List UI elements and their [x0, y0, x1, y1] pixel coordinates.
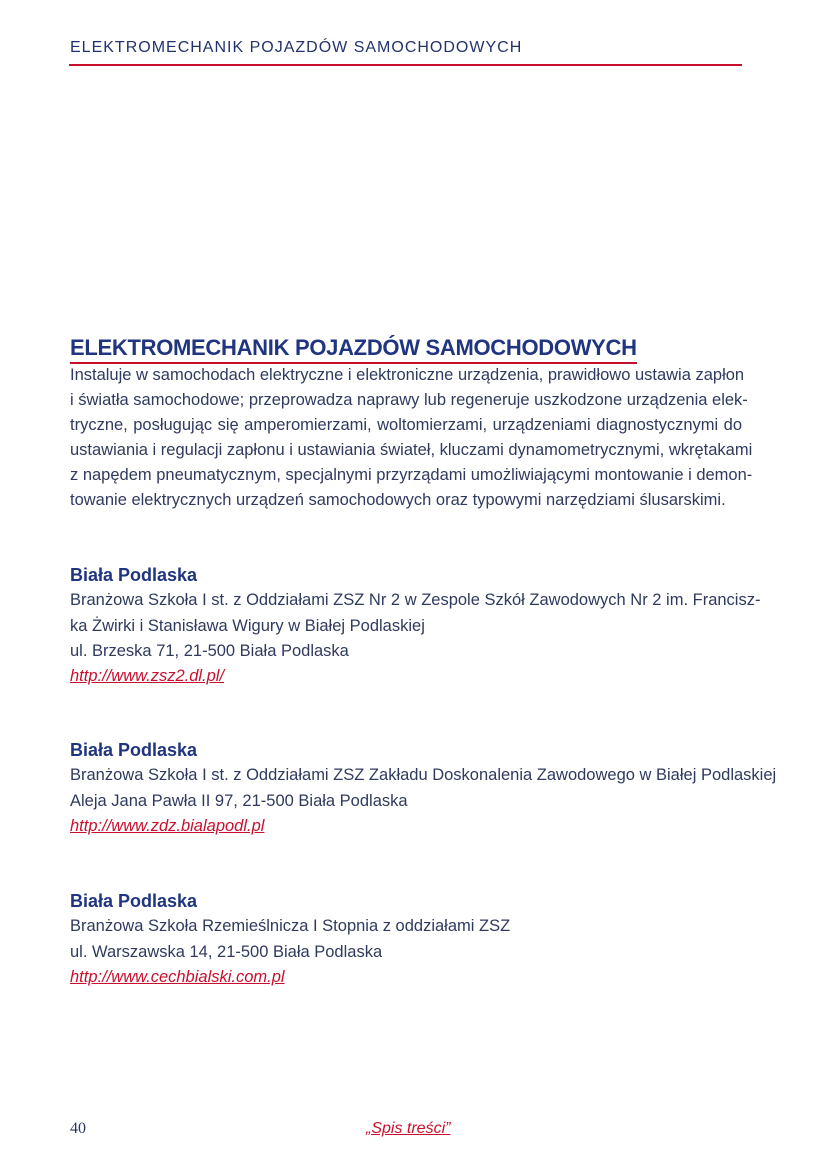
section-title: ELEKTROMECHANIK POJAZDÓW SAMOCHODOWYCH	[70, 334, 637, 364]
school-city: Biała Podlaska	[70, 740, 198, 760]
section-description	[70, 363, 753, 513]
school-link[interactable]: http://www.zdz.bialapodl.pl	[70, 816, 265, 835]
school-name: Branżowa Szkoła I st. z Oddziałami ZSZ Zakładu Doskonalenia Zawodowego w Białej Podlaskiej	[70, 766, 777, 785]
school-link[interactable]: http://www.cechbialski.com.pl	[70, 967, 285, 986]
table-of-contents-link[interactable]: „Spis treści”	[366, 1120, 451, 1137]
description-line: tryczne, posługując się amperomierzami, woltomierzami, urządzeniami diagnostycznymi do	[70, 416, 742, 434]
school-address: Aleja Jana Pawła II 97, 21-500 Biała Podlaska	[70, 791, 408, 810]
description-line: z napędem pneumatycznym, specjalnymi przyrządami umożliwiającymi montowanie i demon-	[70, 466, 753, 484]
page-number: 40	[70, 1120, 86, 1137]
school-city: Biała Podlaska	[70, 565, 198, 585]
description-line: Instaluje w samochodach elektryczne i elektroniczne urządzenia, prawidłowo ustawia zapłon	[70, 366, 745, 384]
school-name: Branżowa Szkoła I st. z Oddziałami ZSZ Nr 2 w Zespole Szkół Zawodowych Nr 2 im. Francisz-	[70, 591, 761, 610]
description-line: towanie elektrycznych urządzeń samochodowych oraz typowymi narzędziami ślusarskimi.	[70, 491, 726, 509]
description-line: ustawiania i regulacji zapłonu i ustawiania świateł, kluczami dynamometrycznymi, wkrętakami	[70, 441, 753, 459]
running-header: ELEKTROMECHANIK POJAZDÓW SAMOCHODOWYCH	[70, 39, 523, 56]
school-entry	[70, 738, 777, 839]
school-entry	[70, 889, 750, 990]
school-city: Biała Podlaska	[70, 891, 198, 911]
school-address: ul. Brzeska 71, 21-500 Biała Podlaska	[70, 641, 349, 660]
school-address: ul. Warszawska 14, 21-500 Biała Podlaska	[70, 942, 383, 961]
header-rule	[69, 64, 742, 66]
school-link[interactable]: http://www.zsz2.dl.pl/	[70, 667, 225, 686]
school-name-cont: ka Żwirki i Stanisława Wigury w Białej Podlaskiej	[70, 616, 425, 635]
school-name: Branżowa Szkoła Rzemieślnicza I Stopnia z oddziałami ZSZ	[70, 917, 511, 936]
school-entry	[70, 563, 761, 689]
description-line: i światła samochodowe; przeprowadza naprawy lub regeneruje uszkodzone urządzenia elek-	[70, 391, 748, 409]
